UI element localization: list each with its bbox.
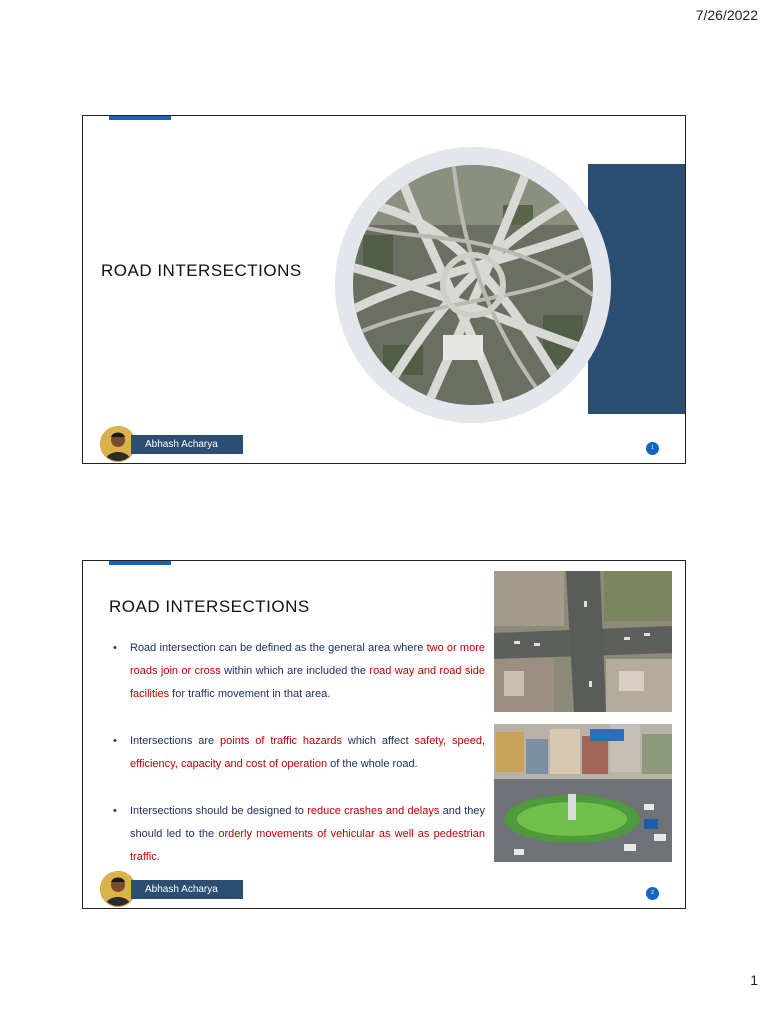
page-number: 1 <box>750 972 758 988</box>
bullet-item <box>113 800 485 869</box>
bullet-text: and they should led to the <box>130 805 486 840</box>
highlight-text: points of traffic hazards <box>220 735 343 747</box>
slide-number: 2 <box>646 887 659 900</box>
highlight-text: road way and road side facilities <box>130 665 485 700</box>
slide-title: ROAD INTERSECTIONS <box>101 261 302 280</box>
accent-bar <box>109 561 171 565</box>
bullet-text: which affect <box>342 735 415 747</box>
highlight-text: safety, speed, efficiency, capacity and cost of operation <box>130 735 486 770</box>
bullet-text: within which are included the <box>220 665 370 677</box>
aerial-intersection-photo <box>494 571 672 712</box>
highlight-text: orderly movements of vehicular as well as pedestrian traffic <box>130 828 485 863</box>
author-name: Abhash Acharya <box>131 435 243 454</box>
slide-2 <box>82 560 686 909</box>
bullet-text: Intersections are <box>130 735 221 747</box>
bullet-item <box>113 637 485 706</box>
bullet-text: Intersections should be designed to <box>130 805 308 817</box>
accent-bar <box>109 116 171 120</box>
author-name: Abhash Acharya <box>131 880 243 899</box>
bullet-text: . <box>156 851 160 863</box>
bullet-list <box>113 637 485 893</box>
aerial-interchange-photo <box>353 165 593 405</box>
slide-title: ROAD INTERSECTIONS <box>109 597 310 616</box>
bullet-text: of the whole road. <box>327 758 418 770</box>
highlight-text: reduce crashes and delays <box>307 805 440 817</box>
bullet-text: Road intersection can be defined as the general area where <box>130 642 427 654</box>
bullet-text: for traffic movement in that area. <box>169 688 331 700</box>
slide-1 <box>82 115 686 464</box>
slide-number: 1 <box>646 442 659 455</box>
highlight-text: two or more roads join or cross <box>130 642 485 677</box>
roundabout-photo <box>494 724 672 862</box>
bullet-item <box>113 730 485 776</box>
header-date: 7/26/2022 <box>695 7 758 23</box>
